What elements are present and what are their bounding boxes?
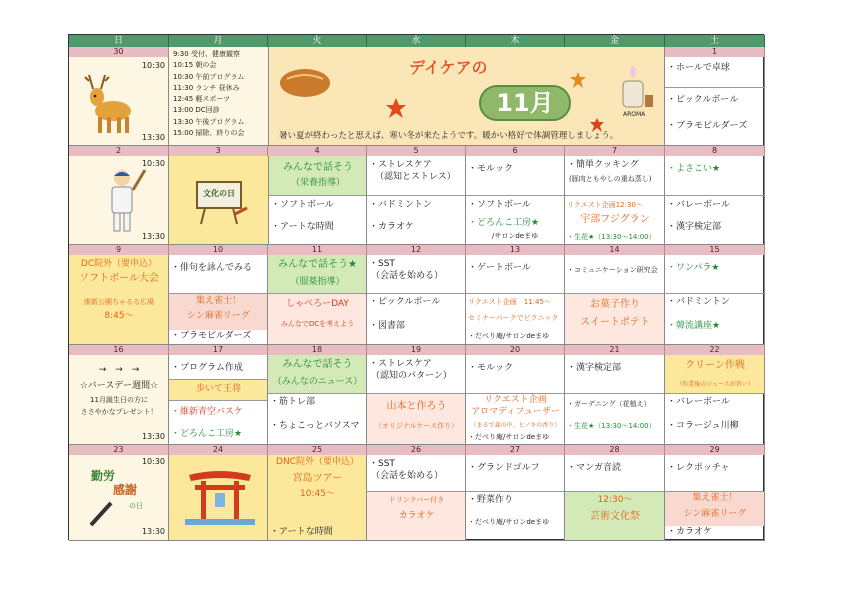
time-label: 13:30 (141, 432, 165, 441)
activity: ・コラージュ川柳 (667, 421, 739, 431)
activity: ・アートな時間 (270, 527, 333, 537)
day-number: 9 (69, 245, 169, 255)
day-number: 23 (69, 445, 169, 455)
day-number: 27 (466, 445, 565, 455)
cell-oct30 (69, 57, 169, 146)
activity: ・モルック (468, 363, 514, 373)
event-time: 8:45～ (104, 311, 134, 321)
tool-illustration (87, 499, 117, 529)
day-number: 3 (169, 146, 268, 156)
day-number: 12 (367, 245, 466, 255)
note: → → → (98, 365, 140, 375)
activity: ・筋トレ部 (270, 397, 316, 407)
activity: ・プログラム作成 (171, 363, 243, 373)
activity: ・だべり庵/サロンdeまゆ (468, 433, 550, 441)
bread-illustration (275, 61, 335, 101)
day-number: 18 (268, 345, 367, 355)
cell-nov16 (69, 355, 169, 445)
activity: ・レクポッチャ (667, 463, 730, 473)
cell-nov21 (565, 355, 665, 445)
activity: ・ブラモピルダーズ (171, 331, 252, 341)
torii-gate-illustration (185, 467, 255, 527)
day-number: 20 (466, 345, 565, 355)
day-number: 2 (69, 146, 169, 156)
day-number: 26 (367, 445, 466, 455)
cell-nov18 (268, 355, 367, 445)
schedule-item: 13:30 午後プログラム (173, 117, 245, 126)
activity: ・俳句を詠んでみる (171, 263, 253, 273)
day-number: 14 (565, 245, 665, 255)
activity: ・生花★（13:30～14:00） (567, 233, 656, 241)
activity: ・ガーデニング（花植え） (567, 400, 651, 408)
cell-nov22 (665, 355, 765, 445)
day-number: 25 (268, 445, 367, 455)
cell-nov4 (269, 156, 367, 245)
activity-note: （まるで森の中、ヒノキの香り） (470, 422, 561, 429)
event-note: DNC院外（要申込） (276, 457, 359, 467)
activity-title: 山本と作ろう (386, 401, 447, 412)
cell-nov28 (565, 455, 665, 541)
schedule-item: 10:15 朝の会 (173, 61, 217, 70)
cell-nov27 (466, 455, 565, 541)
cell-nov6 (466, 156, 565, 245)
activity-title: シン麻雀リーグ (187, 311, 250, 321)
event-title: ソフトボール大会 (79, 273, 159, 284)
activity: ・どろんこ工房★ (171, 429, 243, 439)
schedule-box (169, 47, 269, 146)
cell-nov11 (268, 255, 367, 345)
activity: ・モルック (468, 164, 514, 174)
activity: ・ワンパラ★ (667, 263, 720, 273)
activity: ・維新青空バスケ (171, 407, 244, 417)
cell-nov25 (268, 455, 367, 541)
weekday-sat: 土 (665, 35, 765, 47)
event-note: DC院外（要申込） (80, 259, 158, 269)
activity-title: しゃべろーDAY (286, 299, 349, 309)
day-number: 4 (268, 146, 367, 156)
activity: ・ストレスケア (369, 160, 432, 170)
activity-title: アロマディフューザー (471, 407, 560, 417)
schedule-item: 13:00 DC回診 (173, 106, 220, 115)
activity-note: （会話を始める） (371, 471, 444, 481)
month-label: 11月 (496, 89, 554, 117)
cell-nov9 (69, 255, 169, 345)
schedule-item: 11:30 ランチ 昼休み (173, 83, 240, 92)
activity-title: カラオケ (398, 511, 435, 521)
cell-nov26 (367, 455, 466, 541)
event-place: 維新公園ちゃるる広場 (84, 298, 154, 306)
cell-nov17 (169, 355, 268, 445)
cell-nov19 (367, 355, 466, 445)
activity: ・ソフトボール (271, 200, 334, 210)
activity-note: （作業後のジュースが旨い） (676, 381, 754, 388)
cell-nov12 (367, 255, 466, 345)
note: ☆バースデー週間☆ (79, 381, 159, 391)
activity-title: シン麻雀リーグ (683, 509, 747, 519)
day-number: 17 (169, 345, 268, 355)
maple-leaf-icon (385, 97, 407, 119)
activity-note: （栄養指導） (290, 178, 345, 188)
cell-nov2 (69, 156, 169, 245)
activity: ・どろんこ工房★ (468, 218, 540, 228)
activity: ・ブラモピルダーズ (667, 121, 748, 131)
activity-title: クリーン作戦 (685, 360, 745, 371)
day-number: 29 (665, 445, 765, 455)
time-label: 13:30 (141, 527, 165, 536)
activity-title: みんなで話そう (282, 359, 353, 370)
cell-nov13 (466, 255, 565, 345)
activity: ・アートな時間 (271, 222, 334, 232)
time-label: 10:30 (141, 159, 165, 168)
activity: ・バドミントン (369, 200, 432, 210)
activity: リクエスト企画12:30～ (567, 201, 643, 209)
event-time: 12:30～ (597, 495, 633, 505)
activity-note: （認知とストレス） (375, 172, 456, 182)
day-number: 30 (69, 47, 169, 57)
baseball-player-illustration (97, 166, 147, 236)
activity: ・バレーボール (667, 397, 730, 407)
event-title: 宮島ツアー (292, 473, 343, 484)
culture-day-sign-illustration (191, 178, 251, 228)
activity-title: スイートポテト (580, 317, 650, 328)
schedule-item: 10:30 午前プログラム (173, 72, 245, 81)
cell-nov8 (665, 156, 765, 245)
cell-nov7 (565, 156, 665, 245)
activity: ・バレーボール (667, 200, 730, 210)
activity: ・韓流講座★ (667, 321, 721, 331)
activity: ・カラオケ (369, 222, 414, 232)
schedule-item: 12:45 軽スポーツ (173, 95, 231, 104)
activity-title: みんなで話そう (283, 162, 353, 173)
day-number: 7 (565, 146, 665, 156)
event-time: 10:45～ (300, 489, 335, 499)
schedule-item: 15:00 掃除、終りの会 (173, 129, 245, 138)
activity: 宇部フジグラン (580, 214, 650, 225)
activity: ・ホールで卓球 (667, 63, 730, 73)
banner-title: デイケアの (409, 58, 488, 77)
time-label: 13:30 (141, 232, 165, 241)
activity: ・だべり庵/サロンdeまゆ (468, 518, 550, 526)
day-number: 8 (665, 146, 765, 156)
day-number: 13 (466, 245, 565, 255)
activity-note: ドリンクバー付き (388, 496, 445, 504)
activity-note: （オリジナルケース作り） (374, 422, 459, 430)
day-number: 1 (665, 47, 765, 57)
activity-note: （会話を始める） (371, 271, 444, 281)
weekday-wed: 水 (367, 35, 466, 47)
schedule-list (173, 49, 244, 139)
activity-title: 集え雀士！ (692, 493, 738, 503)
activity: ・ピックルボール (667, 95, 739, 105)
labor-day-label: 勤労 (91, 469, 116, 483)
activity: ・SST (369, 459, 395, 469)
day-number: 16 (69, 345, 169, 355)
cell-nov1 (665, 57, 765, 146)
activity: ・ソフトボール (468, 200, 531, 210)
activity: ・ゲートボール (468, 263, 531, 273)
time-label: 10:30 (141, 61, 165, 70)
day-number: 10 (169, 245, 268, 255)
activity-note: （認知のパターン） (371, 371, 452, 381)
day-number: 6 (466, 146, 565, 156)
activity-title: 集え雀士！ (195, 296, 241, 306)
activity-note: （みんなのニュース） (272, 377, 363, 387)
day-number: 19 (367, 345, 466, 355)
activity: ・ピックルボール (369, 297, 441, 307)
note: 11月誕生日の方に (90, 396, 148, 404)
day-number: 22 (665, 345, 765, 355)
time-label: 10:30 (141, 457, 165, 466)
day-number: 15 (665, 245, 765, 255)
schedule-item: 9:30 受付、健康観察 (173, 50, 240, 58)
weekday-mon: 月 (169, 35, 268, 47)
cell-nov15 (665, 255, 765, 345)
weekday-fri: 金 (565, 35, 665, 47)
labor-day-label: 感謝 (113, 483, 138, 497)
cell-nov3 (169, 156, 269, 245)
activity: ・コミュニケーション研究会 (567, 266, 658, 274)
activity: リクエスト企画 11:45～ (468, 298, 551, 306)
culture-day-label: 文化の日 (203, 189, 235, 198)
weekday-thu: 木 (466, 35, 565, 47)
deer-illustration (83, 69, 143, 139)
day-number: 5 (367, 146, 466, 156)
activity: ・漢字検定部 (667, 222, 722, 232)
activity-note: (豚肉ともやしの重ね蒸し) (569, 175, 652, 183)
activity-title: 歩いて王将 (195, 384, 241, 394)
activity: ・カラオケ (667, 527, 712, 537)
activity-note: （服薬指導） (290, 277, 345, 287)
activity-title: お菓子作り (590, 299, 640, 310)
month-banner (269, 47, 665, 146)
cell-nov5 (367, 156, 466, 245)
activity: ・生花★（13:30～14:00） (567, 422, 656, 430)
labor-day-label: の日 (129, 502, 143, 510)
activity-note: みんなでDCを考えよう (280, 320, 355, 328)
activity: ・漢字検定部 (567, 363, 622, 373)
aroma-label: AROMA (623, 111, 646, 118)
cell-nov14 (565, 255, 665, 345)
cell-nov10 (169, 255, 268, 345)
activity: ・よさこい★ (667, 164, 721, 174)
activity: /サロンdeまゆ (492, 232, 539, 240)
aroma-diffuser-illustration (617, 63, 657, 111)
cell-nov24 (169, 455, 268, 541)
banner-message: 暑い夏が終わったと思えば、寒い冬が来たようです。暖かい格好で体調管理しましょう。 (279, 131, 619, 141)
activity: セミナーパークでピクニック (468, 314, 559, 322)
activity: ・SST (369, 259, 395, 269)
day-number: 21 (565, 345, 665, 355)
weekday-sun: 日 (69, 35, 169, 47)
cell-nov20 (466, 355, 565, 445)
event-title: 芸術文化祭 (590, 511, 640, 522)
activity: ・簡単クッキング (567, 160, 639, 170)
activity: ・マンガ音読 (567, 463, 622, 473)
activity: ・ストレスケア (369, 359, 432, 369)
note: ささやかなプレゼント！ (80, 408, 158, 416)
day-number: 24 (169, 445, 268, 455)
activity: ・ちょこっとバソスマ (270, 421, 360, 431)
time-label: 13:30 (141, 133, 165, 142)
day-number: 28 (565, 445, 665, 455)
monthly-calendar (68, 34, 764, 540)
weekday-tue: 火 (268, 35, 367, 47)
activity: ・だべり庵/サロンdeまゆ (468, 332, 550, 340)
activity-title: リクエスト企画 (484, 395, 547, 405)
day-number: 11 (268, 245, 367, 255)
activity: ・グランドゴルフ (468, 463, 540, 473)
activity: ・野菜作り (468, 495, 514, 505)
cell-nov23 (69, 455, 169, 541)
cell-nov29 (665, 455, 765, 541)
activity: ・バドミントン (667, 297, 730, 307)
maple-leaf-icon (569, 71, 587, 89)
activity-title: みんなで話そう★ (278, 259, 357, 270)
activity: ・図書部 (369, 321, 406, 331)
